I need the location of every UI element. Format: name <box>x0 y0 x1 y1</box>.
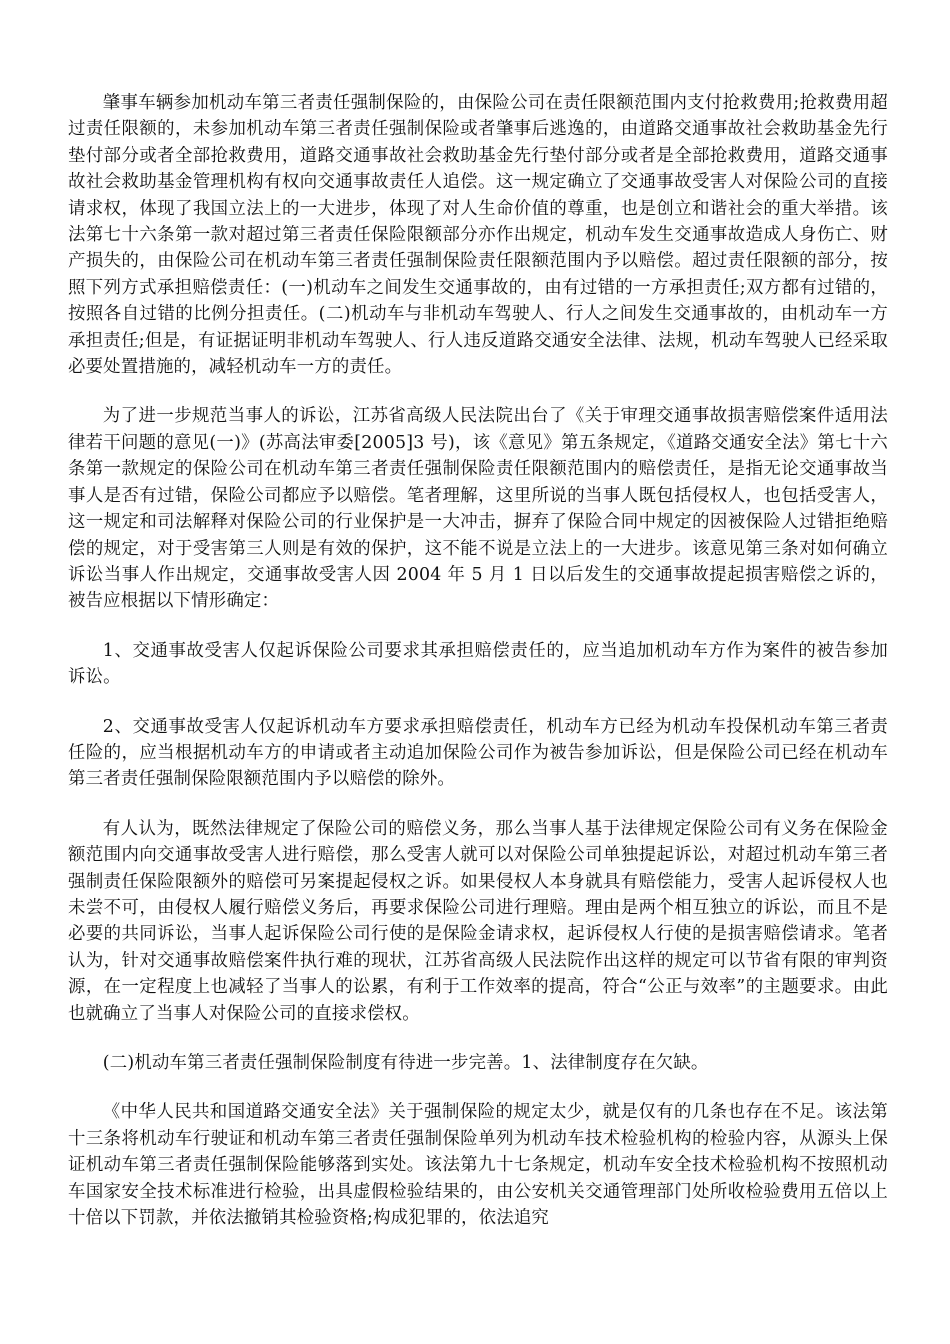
document-page <box>68 90 888 1231</box>
paragraph-compulsory-insurance: 肇事车辆参加机动车第三者责任强制保险的，由保险公司在责任限额范围内支付抢救费用;抢救费用超过责任限额的，未参加机动车第三者责任强制保险或者肇事后逃逸的，由道路交通事故社会救助基金先行垫付部分或者全部抢救费用，道路交通事故社会救助基金先行垫付部分或者是全部抢救费用，道路交通事故社会救助基金管理机构有权向交通事故责任人追偿。这一规定确立了交通事故受害人对保险公司的直接请求权，体现了我国立法上的一大进步，体现了对人生命价值的尊重，也是创立和谐社会的重大举措。该法第七十六条第一款对超过第三者责任保险限额部分亦作出规定，机动车发生交通事故造成人身伤亡、财产损失的，由保险公司在机动车第三者责任强制保险责任限额范围内予以赔偿。超过责任限额的部分，按照下列方式承担赔偿责任：(一)机动车之间发生交通事故的，由有过错的一方承担责任;双方都有过错的，按照各自过错的比例分担责任。(二)机动车与非机动车驾驶人、行人之间发生交通事故的，由机动车一方承担责任;但是，有证据证明非机动车驾驶人、行人违反道路交通安全法律、法规，机动车驾驶人已经采取必要处置措施的，减轻机动车一方的责任。 <box>68 93 888 378</box>
paragraph-item-2: 2、交通事故受害人仅起诉机动车方要求承担赔偿责任，机动车方已经为机动车投保机动车第三者责任险的，应当根据机动车方的申请或者主动追加保险公司作为被告参加诉讼，但是保险公司已经在机动车第三者责任强制保险限额范围内予以赔偿的除外。 <box>68 716 888 790</box>
paragraph-item-1: 1、交通事故受害人仅起诉保险公司要求其承担赔偿责任的，应当追加机动车方作为案件的被告参加诉讼。 <box>68 640 888 688</box>
paragraph-direct-claim-right: 有人认为，既然法律规定了保险公司的赔偿义务，那么当事人基于法律规定保险公司有义务在保险金额范围内向交通事故受害人进行赔偿，那么受害人就可以对保险公司单独提起诉讼，对超过机动车第三者强制责任保险限额外的赔偿可另案提起侵权之诉。如果侵权人本身就具有赔偿能力，受害人起诉侵权人也未尝不可，由侵权人履行赔偿义务后，再要求保险公司进行理赔。理由是两个相互独立的诉讼，而且不是必要的共同诉讼，当事人起诉保险公司行使的是保险金请求权，起诉侵权人行使的是损害赔偿请求。笔者认为，针对交通事故赔偿案件执行难的现状，江苏省高级人民法院作出这样的规定可以节省有限的审判资源，在一定程度上也减轻了当事人的讼累，有利于工作效率的提高，符合“公正与效率”的主题要求。由此也就确立了当事人对保险公司的直接求偿权。 <box>68 818 888 1024</box>
paragraph-road-traffic-safety-law: 《中华人民共和国道路交通安全法》关于强制保险的规定太少，就是仅有的几条也存在不足。该法第十三条将机动车行驶证和机动车第三者责任强制保险单列为机动车技术检验机构的检验内容，从源头上保证机动车第三者责任强制保险能够落到实处。该法第九十七条规定，机动车安全技术检验机构不按照机动车国家安全技术标准进行检验，出具虚假检验结果的，由公安机关交通管理部门处所收检验费用五倍以上十倍以下罚款，并依法撤销其检验资格;构成犯罪的，依法追究 <box>68 1102 888 1229</box>
section-heading-system-improvement: (二)机动车第三者责任强制保险制度有待进一步完善。1、法律制度存在欠缺。 <box>102 1053 709 1073</box>
paragraph-jiangsu-court-opinion: 为了进一步规范当事人的诉讼，江苏省高级人民法院出台了《关于审理交通事故损害赔偿案件适用法律若干问题的意见(一)》(苏高法审委[2005]3 号)，该《意见》第五条规定，《道路交通安全法》第七十六条第一款规定的保险公司在机动车第三者责任强制保险责任限额范围内的赔偿责任，是指无论交通事故当事人是否有过错，保险公司都应予以赔偿。笔者理解，这里所说的当事人既包括侵权人，也包括受害人，这一规定和司法解释对保险公司的行业保护是一大冲击，摒弃了保险合同中规定的因被保险人过错拒绝赔偿的规定，对于受害第三人则是有效的保护，这不能不说是立法上的一大进步。该意见第三条对如何确立诉讼当事人作出规定，交通事故受害人因 2004 年 5 月 1 日以后发生的交通事故提起损害赔偿之诉的，被告应根据以下情形确定： <box>68 406 888 612</box>
